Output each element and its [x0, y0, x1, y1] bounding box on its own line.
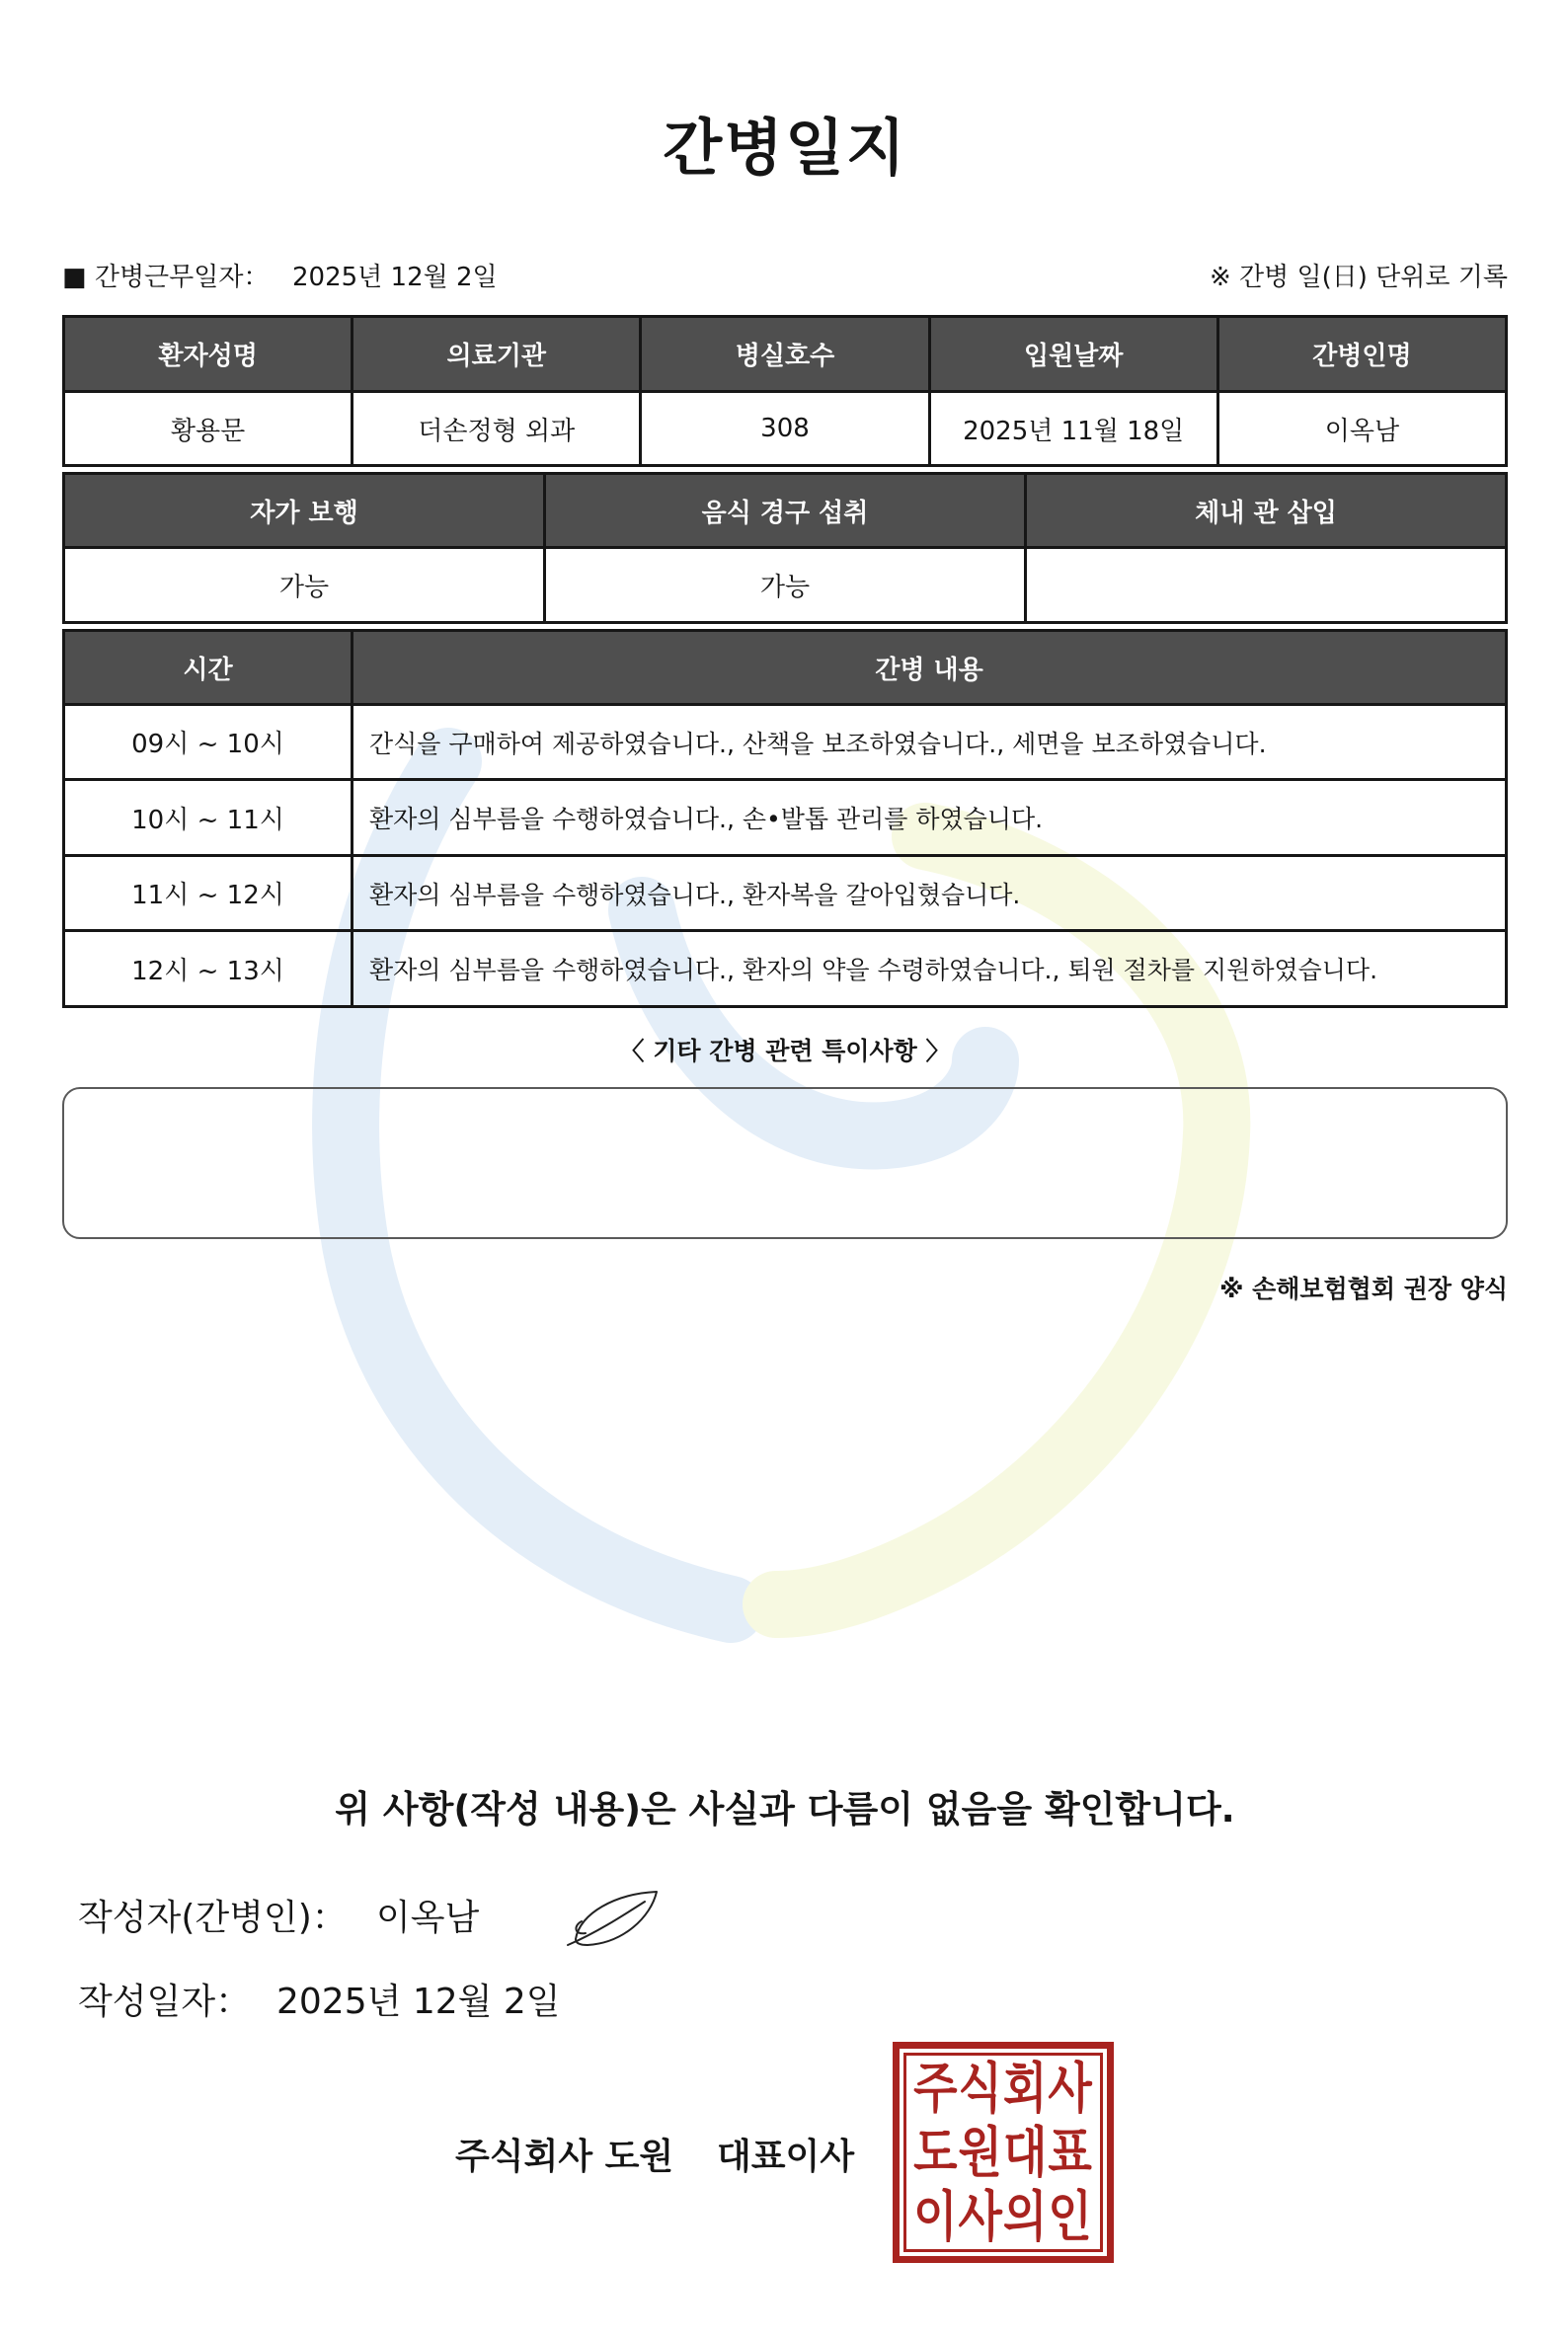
- work-date-label: ■ 간병근무일자：: [62, 263, 270, 292]
- header-time: 시간: [65, 632, 353, 706]
- care-log-time: 11시 ~ 12시: [65, 857, 353, 932]
- care-log-time: 09시 ~ 10시: [65, 706, 353, 781]
- form-source-note: ※ 손해보험협회 권장 양식: [1219, 1275, 1508, 1303]
- seal-row: 도원대표: [913, 2120, 1093, 2185]
- hospital-name: 더손정형 외과: [353, 393, 642, 467]
- patient-info-table: [62, 315, 1508, 467]
- company-seal: [893, 2042, 1114, 2263]
- caregiver-name: 이옥남: [1219, 393, 1508, 467]
- care-log-content: 환자의 심부름을 수행하였습니다., 손•발톱 관리를 하였습니다.: [353, 781, 1508, 857]
- oral-intake-value: 가능: [546, 549, 1027, 624]
- tube-insertion-value: [1027, 549, 1508, 624]
- signature-leaf-outline: [576, 1892, 657, 1945]
- representative-title: 대표이사: [717, 2137, 855, 2177]
- writer-name: 이옥남: [376, 1898, 480, 1938]
- header-patient-name: 환자성명: [65, 318, 353, 393]
- document-title: 간병일지: [663, 112, 907, 184]
- care-log-time: 10시 ~ 11시: [65, 781, 353, 857]
- header-admission-date: 입원날짜: [931, 318, 1219, 393]
- header-care-content: 간병 내용: [353, 632, 1508, 706]
- write-date-label: 작성일자：: [78, 1982, 252, 2022]
- admission-date: 2025년 11월 18일: [931, 393, 1219, 467]
- header-tube-insertion: 체내 관 삽입: [1027, 475, 1508, 549]
- writer-label: 작성자(간병인)：: [78, 1898, 348, 1938]
- care-log-content: 환자의 심부름을 수행하였습니다., 환자복을 갈아입혔습니다.: [353, 857, 1508, 932]
- room-number: 308: [642, 393, 930, 467]
- care-log-table: [62, 629, 1508, 1008]
- unit-note: ※ 간병 일(日) 단위로 기록: [1209, 263, 1508, 292]
- work-date-value: 2025년 12월 2일: [292, 263, 498, 292]
- header-hospital: 의료기관: [353, 318, 642, 393]
- seal-inner-frame: [903, 2053, 1103, 2252]
- header-caregiver-name: 간병인명: [1219, 318, 1508, 393]
- header-room-number: 병실호수: [642, 318, 930, 393]
- patient-status-table: [62, 472, 1508, 624]
- header-self-walking: 자가 보행: [65, 475, 546, 549]
- header-oral-intake: 음식 경구 섭취: [546, 475, 1027, 549]
- special-notes-box: [62, 1087, 1508, 1239]
- write-date-value: 2025년 12월 2일: [276, 1982, 561, 2022]
- care-log-content: 간식을 구매하여 제공하였습니다., 산책을 보조하였습니다., 세면을 보조하였습니다.: [353, 706, 1508, 781]
- confirmation-statement: 위 사항(작성 내용)은 사실과 다름이 없음을 확인합니다.: [335, 1788, 1235, 1831]
- care-log-time: 12시 ~ 13시: [65, 932, 353, 1008]
- seal-row: 주식회사: [913, 2056, 1093, 2121]
- special-notes-title: 〈 기타 간병 관련 특이사항 〉: [619, 1037, 951, 1065]
- self-walking-value: 가능: [65, 549, 546, 624]
- company-name: 주식회사 도원: [455, 2137, 674, 2177]
- handwritten-signature: [566, 1884, 661, 1951]
- care-log-content: 환자의 심부름을 수행하였습니다., 환자의 약을 수령하였습니다., 퇴원 절차를 지원하였습니다.: [353, 932, 1508, 1008]
- patient-name: 황용문: [65, 393, 353, 467]
- seal-row: 이사의인: [913, 2184, 1093, 2249]
